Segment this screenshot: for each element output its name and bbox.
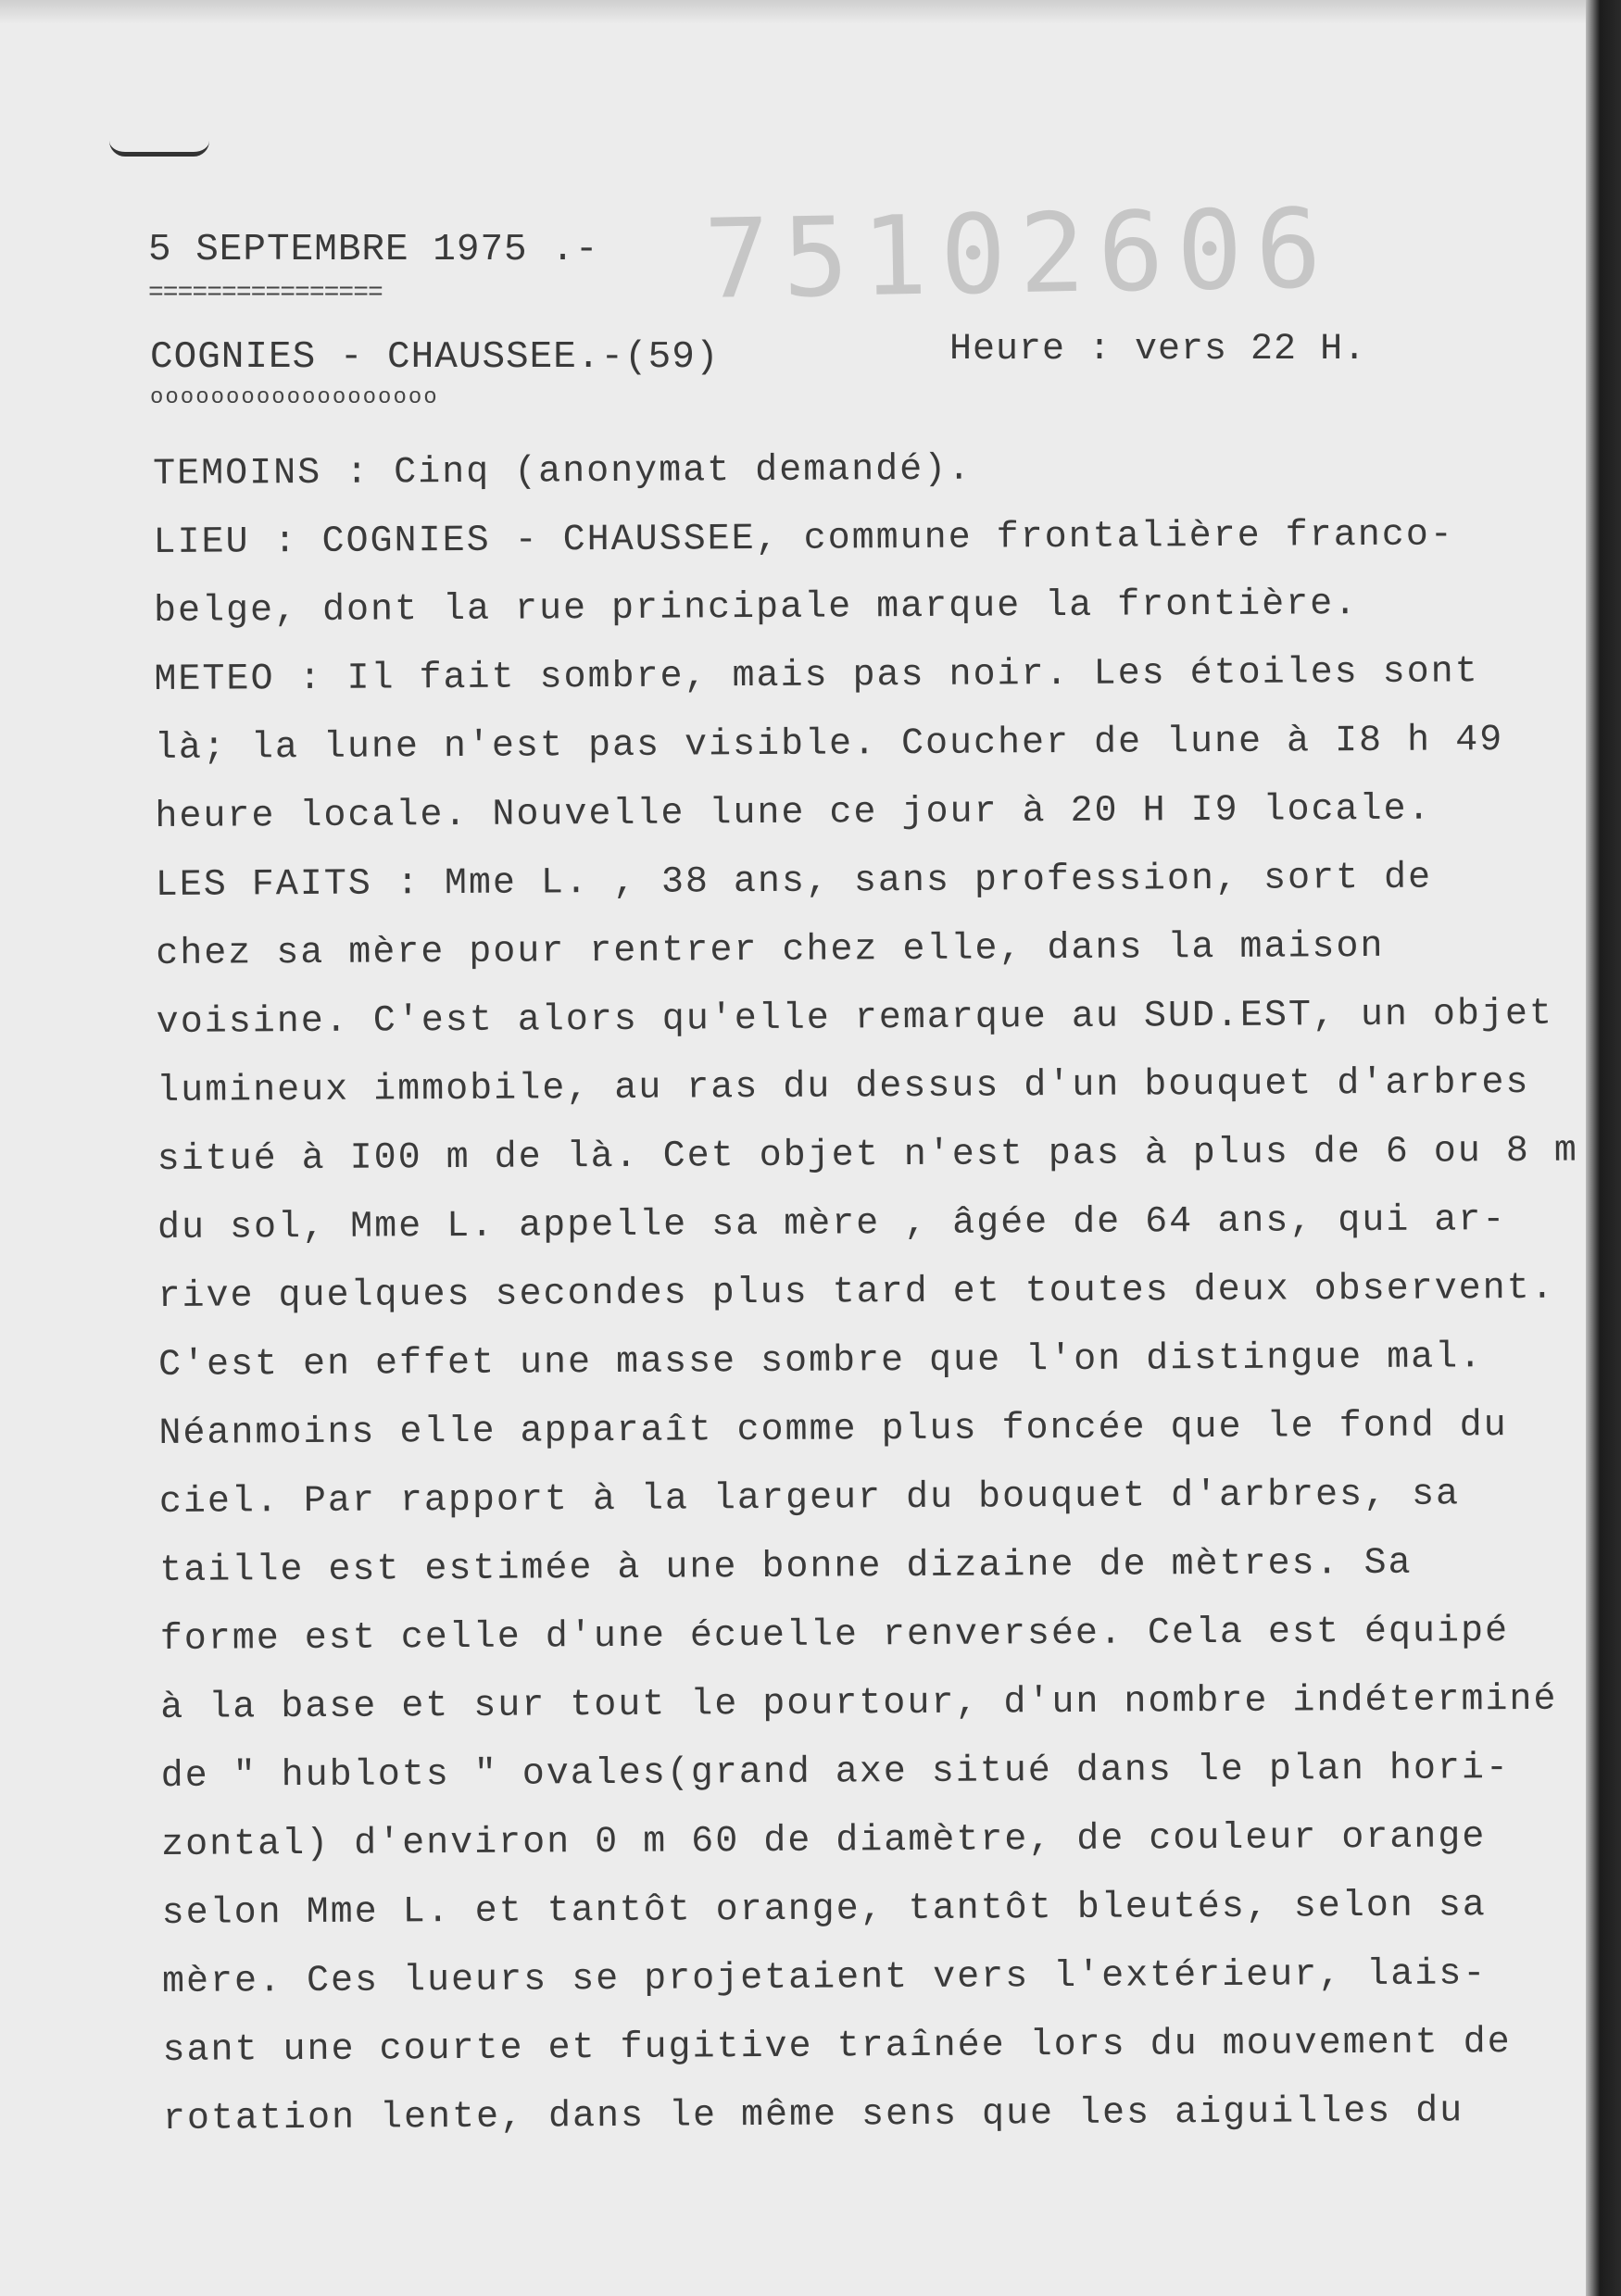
body-line: ciel. Par rapport à la largeur du bouquet d'arbres, sa xyxy=(158,1474,1461,1524)
body-line: lumineux immobile, au ras du dessus d'un bouquet d'arbres xyxy=(157,1061,1530,1112)
body-line: heure locale. Nouvelle lune ce jour à 20 H I9 locale. xyxy=(155,788,1432,838)
body-line: rotation lente, dans le même sens que les aiguilles du xyxy=(162,2090,1464,2140)
body-line: situé à I00 m de là. Cet objet n'est pas à plus de 6 ou 8 m xyxy=(157,1130,1579,1181)
body-line: LIEU : COGNIES - CHAUSSEE, commune frontalière franco- xyxy=(153,514,1454,564)
body-line: Néanmoins elle apparaît comme plus foncée que le fond du xyxy=(158,1405,1508,1455)
page-edge-shadow xyxy=(1586,0,1621,2296)
report-date: 5 SEPTEMBRE 1975 .- xyxy=(148,229,599,271)
body-line: chez sa mère pour rentrer chez elle, dans la maison xyxy=(156,925,1385,975)
body-line: sant une courte et fugitive traînée lors du mouvement de xyxy=(162,2022,1512,2072)
document-number-stamp: 75102606 xyxy=(702,184,1336,323)
body-line: de " hublots " ovales(grand axe situé dans le plan hori- xyxy=(160,1748,1511,1798)
report-body xyxy=(153,445,1580,2167)
body-line: forme est celle d'une écuelle renversée. Cela est équipé xyxy=(159,1611,1510,1661)
staple-mark xyxy=(109,141,209,157)
body-line: là; la lune n'est pas visible. Coucher de lune à I8 h 49 xyxy=(154,720,1504,770)
body-line: voisine. C'est alors qu'elle remarque au SUD.EST, un objet xyxy=(156,993,1554,1044)
location-underline-rule: ooooooooooooooooooo xyxy=(150,385,439,410)
body-line: belge, dont la rue principale marque la frontière. xyxy=(153,583,1359,633)
body-line: taille est estimée à une bonne dizaine de mètres. Sa xyxy=(159,1542,1413,1592)
body-line: du sol, Mme L. appelle sa mère , âgée de 64 ans, qui ar- xyxy=(157,1199,1507,1249)
body-line: à la base et sur tout le pourtour, d'un nombre indéterminé xyxy=(160,1678,1558,1729)
body-line: C'est en effet une masse sombre que l'on distingue mal. xyxy=(157,1336,1484,1386)
page-top-shadow xyxy=(0,0,1586,24)
body-line: TEMOINS : Cinq (anonymat demandé). xyxy=(153,448,973,496)
report-time: Heure : vers 22 H. xyxy=(949,329,1367,370)
body-line: rive quelques secondes plus tard et toutes deux observent. xyxy=(157,1267,1555,1318)
body-line: zontal) d'environ 0 m 60 de diamètre, de couleur orange xyxy=(161,1816,1487,1866)
report-location: COGNIES - CHAUSSEE.-(59) xyxy=(150,336,720,379)
body-line: METEO : Il fait sombre, mais pas noir. Les étoiles sont xyxy=(154,651,1479,701)
body-line: mère. Ces lueurs se projetaient vers l'extérieur, lais- xyxy=(161,1953,1488,2003)
body-line: LES FAITS : Mme L. , 38 ans, sans profession, sort de xyxy=(155,857,1433,907)
body-line: selon Mme L. et tantôt orange, tantôt bleutés, selon sa xyxy=(161,1885,1487,1935)
date-underline-rule: ================ xyxy=(148,279,383,307)
